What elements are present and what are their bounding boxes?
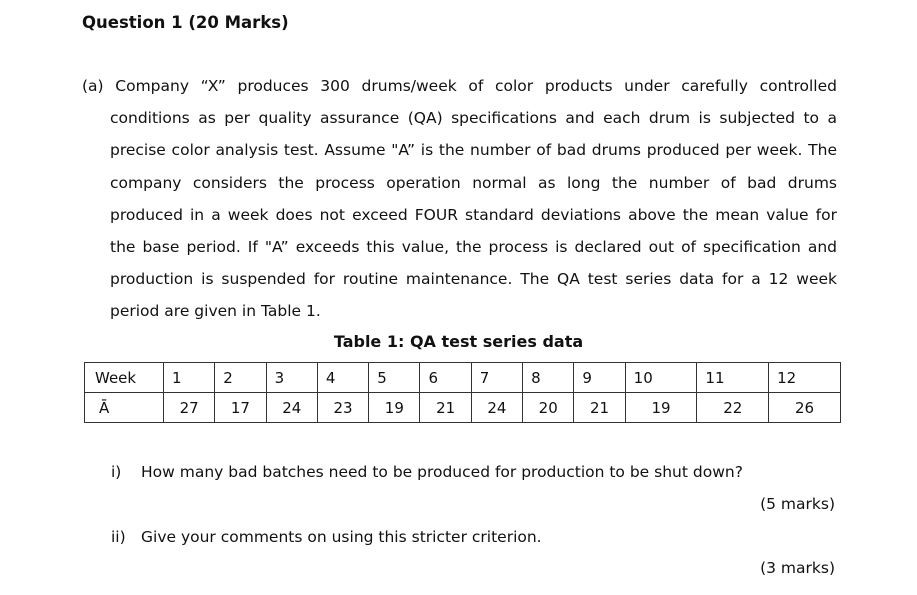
value-cell: 21 [574,393,625,423]
week-cell: 8 [523,363,574,393]
question-ii [111,528,542,546]
value-cell: 27 [164,393,215,423]
value-cell: 20 [523,393,574,423]
question-text: Give your comments on using this stricter criterion. [141,528,542,546]
question-heading: Question 1 (20 Marks) [82,13,289,32]
value-cell: 17 [215,393,266,423]
week-cell: 12 [769,363,841,393]
qa-data-table [84,362,841,423]
para-line: period are given in Table 1. [110,302,321,321]
value-cell: 22 [697,393,769,423]
question-number: ii) [111,528,126,546]
week-cell: 5 [369,363,420,393]
table-row-values [85,393,841,423]
para-line: produced in a week does not exceed FOUR standard deviations above the mean value for [110,205,837,224]
week-cell: 9 [574,363,625,393]
value-cell: 24 [471,393,522,423]
table-row-weeks [85,363,841,393]
para-line [82,70,837,102]
part-a-paragraph [82,70,837,328]
part-a-label: (a) [82,77,104,95]
value-cell: 19 [369,393,420,423]
question-text: How many bad batches need to be produced for production to be shut down? [141,463,743,481]
para-line-text: Company “X” produces 300 drums/week of color products under carefully controlled [115,77,837,95]
para-line: production is suspended for routine maintenance. The QA test series data for a 12 week [110,270,837,289]
week-cell: 4 [317,363,368,393]
para-line: the base period. If "A” exceeds this value, the process is declared out of specification and [110,238,837,257]
value-cell: 23 [317,393,368,423]
value-cell: 19 [625,393,697,423]
question-i [111,463,743,481]
row-header-week: Week [85,363,164,393]
week-cell: 10 [625,363,697,393]
para-line: conditions as per quality assurance (QA) specifications and each drum is subjected to a [110,109,837,128]
marks-i: (5 marks) [760,495,835,513]
week-cell: 11 [697,363,769,393]
para-line: precise color analysis test. Assume "A” is the number of bad drums produced per week. The [110,141,837,160]
week-cell: 2 [215,363,266,393]
week-cell: 1 [164,363,215,393]
question-number: i) [111,463,122,481]
value-cell: 24 [266,393,317,423]
week-cell: 7 [471,363,522,393]
row-header-a-bar: Ā [85,393,164,423]
week-cell: 6 [420,363,471,393]
value-cell: 26 [769,393,841,423]
value-cell: 21 [420,393,471,423]
para-line: company considers the process operation normal as long the number of bad drums [110,173,837,192]
table-title: Table 1: QA test series data [333,332,584,351]
marks-ii: (3 marks) [760,559,835,577]
week-cell: 3 [266,363,317,393]
